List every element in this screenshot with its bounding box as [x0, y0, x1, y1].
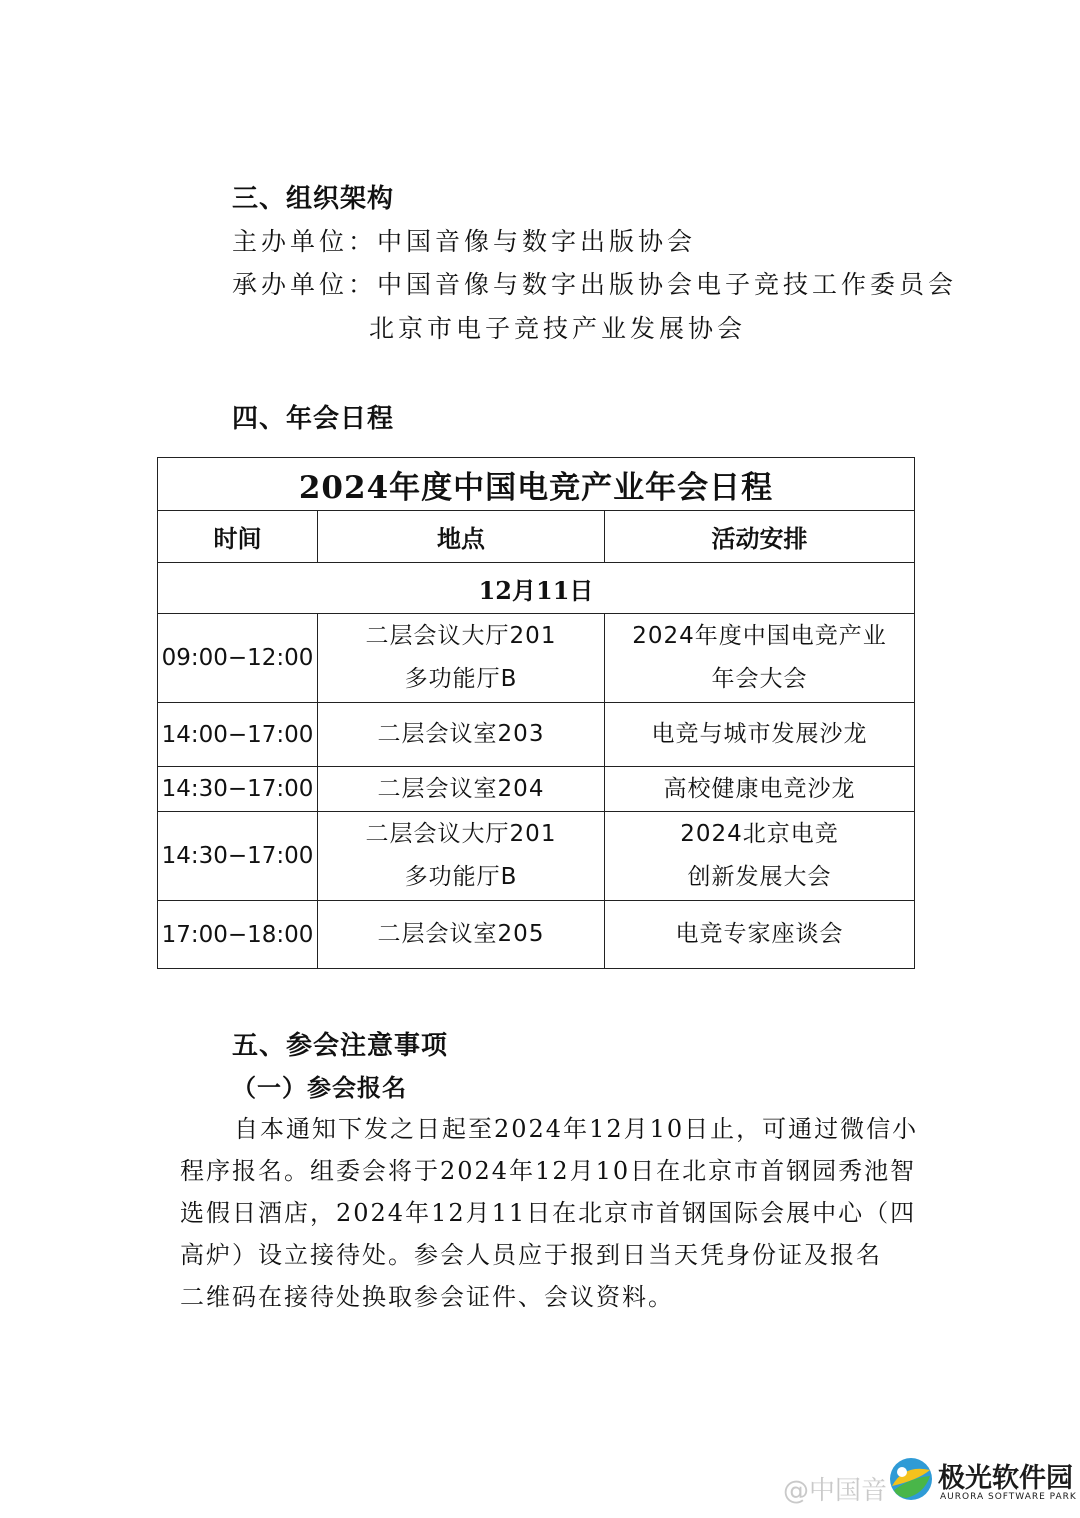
row-activity: [605, 901, 915, 969]
row-activity-line: 电竞专家座谈会: [675, 921, 844, 947]
row-place: [318, 703, 605, 767]
row-time: 09:00−12:00: [158, 614, 318, 703]
table-row: [158, 812, 915, 901]
row-activity: [605, 767, 915, 812]
organizer-label: 承办单位：: [232, 270, 378, 299]
row-place-line: 二层会议大厅201: [365, 623, 557, 649]
row-place-line: 多功能厅B: [404, 666, 518, 692]
column-header-activity: 活动安排: [605, 511, 915, 563]
row-place-line: 二层会议大厅201: [365, 821, 557, 847]
row-activity-line: 2024年度中国电竞产业: [632, 623, 887, 649]
paragraph-line: 二维码在接待处换取参会证件、会议资料。: [180, 1283, 674, 1311]
row-place: [318, 901, 605, 969]
row-activity-line: 年会大会: [711, 666, 808, 692]
organizer-value-1: 中国音像与数字出版协会电子竞技工作委员会: [377, 270, 958, 299]
row-activity: [605, 614, 915, 703]
table-row: [158, 767, 915, 812]
section-heading-notes: 五、参会注意事项: [232, 1031, 449, 1061]
row-place-line: 二层会议室205: [377, 921, 545, 947]
row-activity: [605, 703, 915, 767]
row-place-line: 多功能厅B: [404, 864, 518, 890]
aurora-logo-name: 极光软件园: [938, 1463, 1073, 1494]
paragraph-line: 程序报名。组委会将于2024年12月10日在北京市首钢园秀池智: [180, 1157, 917, 1185]
row-time: 14:00−17:00: [158, 703, 318, 767]
host-value: 中国音像与数字出版协会: [377, 227, 697, 256]
column-header-place: 地点: [318, 511, 605, 563]
aurora-logo-icon: [888, 1456, 934, 1502]
row-place: [318, 812, 605, 901]
table-title: 2024年度中国电竞产业年会日程: [158, 458, 915, 511]
host-label: 主办单位：: [232, 227, 378, 256]
column-header-time: 时间: [158, 511, 318, 563]
row-time: 14:30−17:00: [158, 767, 318, 812]
paragraph-line: 高炉）设立接待处。参会人员应于报到日当天凭身份证及报名: [180, 1241, 882, 1269]
host-line: [232, 222, 696, 258]
organizer-line: [232, 265, 957, 301]
row-activity-line: 创新发展大会: [687, 864, 832, 890]
row-activity-line: 高校健康电竞沙龙: [663, 775, 856, 802]
row-place-line: 二层会议室203: [377, 721, 545, 747]
table-row: [158, 703, 915, 767]
weibo-watermark: @中国音: [783, 1476, 888, 1506]
table-row: [158, 614, 915, 703]
row-activity: [605, 812, 915, 901]
aurora-logo-subtitle: AURORA SOFTWARE PARK: [940, 1492, 1077, 1502]
table-row: [158, 901, 915, 969]
row-activity-line: 2024北京电竞: [680, 821, 839, 847]
section-heading-schedule: 四、年会日程: [232, 404, 395, 434]
schedule-table: [157, 457, 915, 969]
organizer-value-2: 北京市电子竞技产业发展协会: [369, 314, 747, 343]
subheading-registration: （一）参会报名: [232, 1074, 407, 1102]
date-row: 12月11日: [158, 563, 915, 614]
row-time: 14:30−17:00: [158, 812, 318, 901]
row-place: [318, 767, 605, 812]
row-time: 17:00−18:00: [158, 901, 318, 969]
paragraph-line: 选假日酒店，2024年12月11日在北京市首钢国际会展中心（四: [180, 1199, 917, 1227]
row-activity-line: 电竞与城市发展沙龙: [651, 721, 868, 747]
paragraph-line: 自本通知下发之日起至2024年12月10日止，可通过微信小: [234, 1115, 919, 1143]
row-place-line: 二层会议室204: [377, 775, 545, 802]
row-place: [318, 614, 605, 703]
section-heading-organization: 三、组织架构: [232, 184, 395, 214]
